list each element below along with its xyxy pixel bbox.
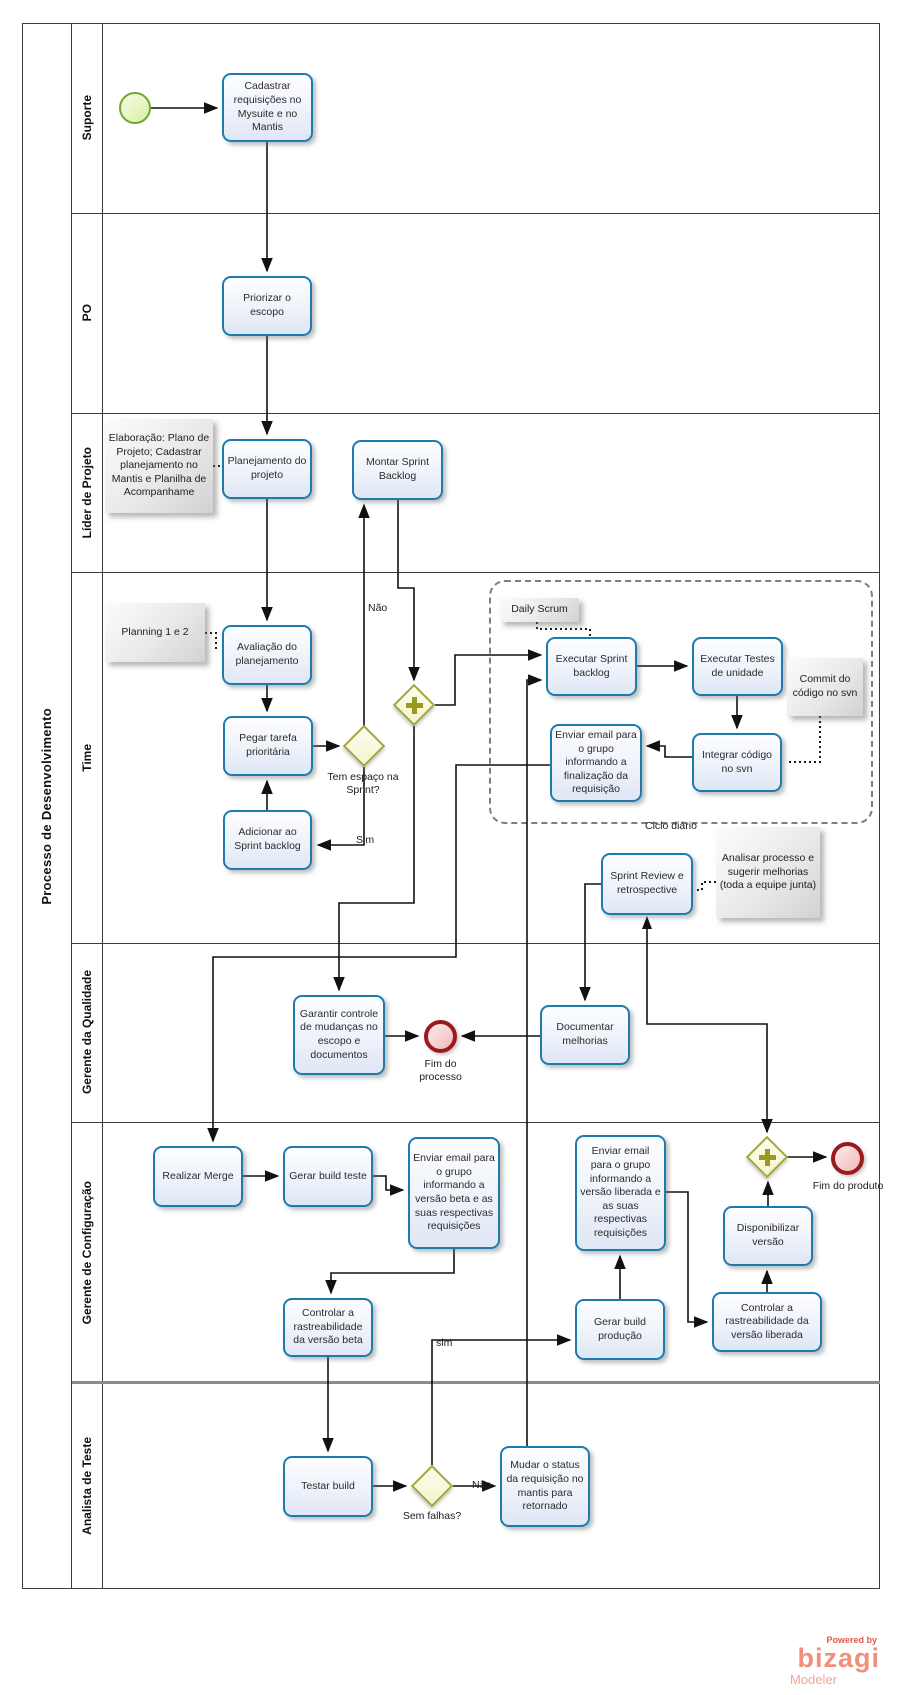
task-avaliacao-planejamento[interactable]: Avaliação do planejamento (222, 625, 312, 685)
task-enviar-email-versao-beta[interactable]: Enviar email para o grupo informando a versão beta e as suas respectivas requisições (408, 1137, 500, 1249)
lane-divider-5 (72, 1122, 880, 1123)
end-event-fim-processo[interactable] (424, 1020, 457, 1053)
gateway-sem-falhas-label: Sem falhas? (402, 1510, 462, 1522)
flow-label-nao-sprint: Não (368, 602, 388, 614)
task-mudar-status-requisicao[interactable]: Mudar o status da requisição no mantis para retornado (500, 1446, 590, 1527)
task-montar-sprint-backlog[interactable]: Montar Sprint Backlog (352, 440, 443, 500)
pool-border-right (879, 23, 880, 1589)
task-garantir-controle-mudancas[interactable]: Garantir controle de mudanças no escopo e documentos (293, 995, 385, 1075)
lane-label-analista-de-teste[interactable]: Analista de Teste (79, 1436, 94, 1535)
task-cadastrar-requisicoes[interactable]: Cadastrar requisições no Mysuite e no Mantis (222, 73, 313, 142)
flow-label-nao-falhas: Não (472, 1479, 492, 1491)
annotation-planning[interactable]: Planning 1 e 2 (105, 603, 205, 662)
end-event-fim-produto[interactable] (831, 1142, 864, 1175)
group-label-ciclo-diario: Ciclo diário (645, 820, 697, 832)
task-gerar-build-producao[interactable]: Gerar build produção (575, 1299, 665, 1360)
start-event[interactable] (119, 92, 151, 124)
bizagi-product-text: Modeler (790, 1672, 837, 1687)
annotation-commit-codigo-svn[interactable]: Commit do código no svn (787, 658, 863, 716)
task-realizar-merge[interactable]: Realizar Merge (153, 1146, 243, 1207)
bizagi-logo (790, 1636, 880, 1686)
flow-label-sim-falhas: sim (436, 1337, 453, 1349)
lane-divider-3 (72, 572, 880, 573)
lane-divider-2 (72, 413, 880, 414)
gateway-sem-falhas[interactable] (411, 1465, 453, 1507)
task-testar-build[interactable]: Testar build (283, 1456, 373, 1517)
task-documentar-melhorias[interactable]: Documentar melhorias (540, 1005, 630, 1065)
task-controlar-rastreabilidade-liberada[interactable]: Controlar a rastreabilidade da versão liberada (712, 1292, 822, 1352)
task-sprint-review[interactable]: Sprint Review e retrospective (601, 853, 693, 915)
pool-border-top (22, 23, 880, 24)
bizagi-powered-by-text: Powered by (826, 1635, 877, 1645)
lane-divider-4 (72, 943, 880, 944)
lane-label-suporte[interactable]: Suporte (79, 95, 94, 141)
annotation-elaboracao[interactable]: Elaboração: Plano de Projeto; Cadastrar planejamento no Mantis e Planilha de Acompanhame (105, 419, 213, 513)
lane-divider-6 (72, 1381, 880, 1384)
end-event-fim-produto-label: Fim do produto (812, 1180, 884, 1192)
lane-label-po[interactable]: PO (79, 304, 94, 322)
task-executar-sprint-backlog[interactable]: Executar Sprint backlog (546, 637, 637, 696)
lane-label-lider-de-projeto[interactable]: Líder de Projeto (79, 446, 94, 539)
task-integrar-codigo-svn[interactable]: Integrar código no svn (692, 733, 782, 792)
gateway-tem-espaco-label: Tem espaço na Sprint? (327, 771, 399, 797)
task-disponibilizar-versao[interactable]: Disponibilizar versão (723, 1206, 813, 1266)
task-gerar-build-teste[interactable]: Gerar build teste (283, 1146, 373, 1207)
parallel-gateway-plus-icon (401, 692, 427, 718)
task-adicionar-sprint-backlog[interactable]: Adicionar ao Sprint backlog (223, 810, 312, 870)
pool-border-bottom (22, 1588, 880, 1589)
annotation-daily-scrum[interactable]: Daily Scrum (500, 598, 579, 622)
task-controlar-rastreabilidade-beta[interactable]: Controlar a rastreabilidade da versão beta (283, 1298, 373, 1357)
task-pegar-tarefa-prioritaria[interactable]: Pegar tarefa prioritária (223, 716, 313, 776)
gateway-tem-espaco-na-sprint[interactable] (343, 725, 385, 767)
task-enviar-email-finalizacao[interactable]: Enviar email para o grupo informando a finalização da requisição (550, 724, 642, 802)
lane-divider-1 (72, 213, 880, 214)
gateway-parallel-split[interactable] (393, 684, 435, 726)
task-executar-testes-unidade[interactable]: Executar Testes de unidade (692, 637, 783, 696)
bizagi-brand-text: bizagi (797, 1643, 880, 1673)
pool-label[interactable] (22, 23, 71, 1589)
pool-label-text: Processo de Desenvolvimento (39, 707, 54, 905)
annotation-analisar-processo[interactable]: Analisar processo e sugerir melhorias (toda a equipe junta) (716, 827, 820, 918)
lane-label-gerente-da-qualidade[interactable]: Gerente da Qualidade (79, 970, 94, 1095)
lane-label-gerente-de-configuracao[interactable]: Gerente de Configuração (79, 1180, 94, 1325)
task-planejamento-projeto[interactable]: Planejamento do projeto (222, 439, 312, 499)
parallel-gateway-plus-icon (754, 1144, 780, 1170)
task-priorizar-escopo[interactable]: Priorizar o escopo (222, 276, 312, 336)
lane-label-time[interactable]: Time (79, 743, 94, 772)
lane-header-separator (102, 23, 103, 1589)
flow-label-sim-sprint: Sim (356, 834, 375, 846)
task-enviar-email-versao-liberada[interactable]: Enviar email para o grupo informando a versão liberada e as suas respectivas requisições (575, 1135, 666, 1251)
end-event-fim-processo-label: Fim do processo (419, 1058, 462, 1084)
gateway-parallel-join[interactable] (746, 1136, 788, 1178)
